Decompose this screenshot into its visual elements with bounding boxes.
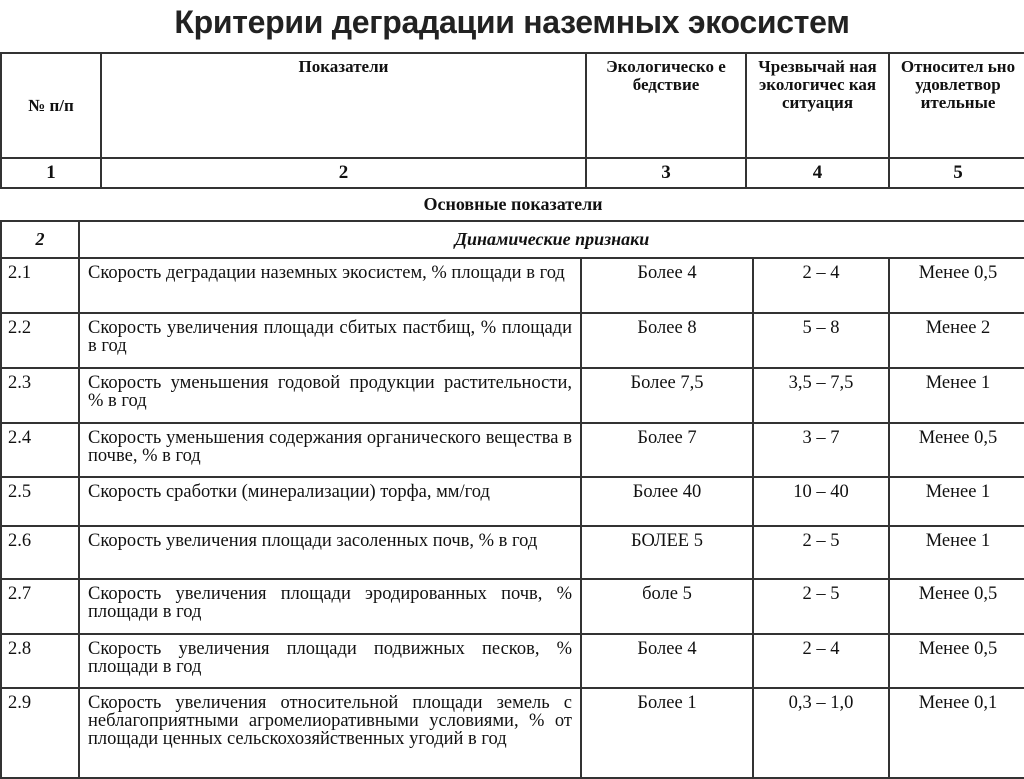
column-number: 2 bbox=[101, 158, 586, 188]
emergency-value: 2 – 4 bbox=[753, 634, 889, 688]
satisfactory-value: Менее 1 bbox=[889, 368, 1024, 423]
group-label: Динамические признаки bbox=[79, 221, 1024, 258]
indicator-text: Скорость уменьшения содержания органического вещества в почве, % в год bbox=[79, 423, 581, 477]
table-header bbox=[0, 52, 1024, 189]
indicator-text: Скорость увеличения площади сбитых пастбищ, % площади в год bbox=[79, 313, 581, 368]
row-id: 2.6 bbox=[1, 526, 79, 579]
column-number: 3 bbox=[586, 158, 746, 188]
satisfactory-value: Менее 0,5 bbox=[889, 634, 1024, 688]
emergency-value: 2 – 5 bbox=[753, 526, 889, 579]
header-satisfactory: Относител ьно удовлетвор ительные bbox=[889, 53, 1024, 158]
satisfactory-value: Менее 0,5 bbox=[889, 258, 1024, 313]
satisfactory-value: Менее 1 bbox=[889, 477, 1024, 526]
disaster-value: Более 7 bbox=[581, 423, 753, 477]
emergency-value: 10 – 40 bbox=[753, 477, 889, 526]
emergency-value: 2 – 5 bbox=[753, 579, 889, 634]
disaster-value: Более 1 bbox=[581, 688, 753, 778]
header-indicators: Показатели bbox=[101, 53, 586, 158]
indicator-text: Скорость деградации наземных экосистем, % площади в год bbox=[79, 258, 581, 313]
row-id: 2.1 bbox=[1, 258, 79, 313]
indicator-text: Скорость увеличения площади подвижных песков, % площади в год bbox=[79, 634, 581, 688]
group-id: 2 bbox=[1, 221, 79, 258]
table-row bbox=[1, 313, 1024, 368]
indicator-text: Скорость увеличения площади засоленных почв, % в год bbox=[79, 526, 581, 579]
emergency-value: 5 – 8 bbox=[753, 313, 889, 368]
indicator-text: Скорость увеличения относительной площади земель с неблагоприятными агромелиоративными условиями, % от площади ценных сельскохозяйственных угодий в год bbox=[79, 688, 581, 778]
column-number: 5 bbox=[889, 158, 1024, 188]
row-id: 2.3 bbox=[1, 368, 79, 423]
table-row bbox=[1, 526, 1024, 579]
disaster-value: Более 4 bbox=[581, 258, 753, 313]
satisfactory-value: Менее 0,5 bbox=[889, 579, 1024, 634]
column-number: 1 bbox=[1, 158, 101, 188]
table-row bbox=[1, 688, 1024, 778]
criteria-table bbox=[0, 257, 1024, 779]
header-emergency: Чрезвычай ная экологичес кая ситуация bbox=[746, 53, 889, 158]
disaster-value: БОЛЕЕ 5 bbox=[581, 526, 753, 579]
header-number: № п/п bbox=[1, 53, 101, 158]
section-row bbox=[0, 187, 1024, 222]
table-row bbox=[1, 477, 1024, 526]
row-id: 2.5 bbox=[1, 477, 79, 526]
satisfactory-value: Менее 0,5 bbox=[889, 423, 1024, 477]
indicator-text: Скорость увеличения площади эродированных почв, % площади в год bbox=[79, 579, 581, 634]
satisfactory-value: Менее 2 bbox=[889, 313, 1024, 368]
page-title: Критерии деградации наземных экосистем bbox=[174, 4, 850, 40]
row-id: 2.8 bbox=[1, 634, 79, 688]
row-id: 2.9 bbox=[1, 688, 79, 778]
satisfactory-value: Менее 1 bbox=[889, 526, 1024, 579]
row-id: 2.2 bbox=[1, 313, 79, 368]
disaster-value: Более 7,5 bbox=[581, 368, 753, 423]
table-row bbox=[1, 579, 1024, 634]
disaster-value: боле 5 bbox=[581, 579, 753, 634]
table-row bbox=[1, 258, 1024, 313]
table-row bbox=[1, 423, 1024, 477]
table-row bbox=[1, 368, 1024, 423]
section-title: Основные показатели bbox=[0, 188, 1024, 221]
column-number: 4 bbox=[746, 158, 889, 188]
disaster-value: Более 8 bbox=[581, 313, 753, 368]
header-disaster: Экологическо е бедствие bbox=[586, 53, 746, 158]
disaster-value: Более 40 bbox=[581, 477, 753, 526]
group-row bbox=[0, 220, 1024, 259]
table-row bbox=[1, 634, 1024, 688]
emergency-value: 0,3 – 1,0 bbox=[753, 688, 889, 778]
emergency-value: 3,5 – 7,5 bbox=[753, 368, 889, 423]
row-id: 2.7 bbox=[1, 579, 79, 634]
row-id: 2.4 bbox=[1, 423, 79, 477]
emergency-value: 2 – 4 bbox=[753, 258, 889, 313]
emergency-value: 3 – 7 bbox=[753, 423, 889, 477]
indicator-text: Скорость уменьшения годовой продукции растительности, % в год bbox=[79, 368, 581, 423]
disaster-value: Более 4 bbox=[581, 634, 753, 688]
indicator-text: Скорость сработки (минерализации) торфа, мм/год bbox=[79, 477, 581, 526]
satisfactory-value: Менее 0,1 bbox=[889, 688, 1024, 778]
